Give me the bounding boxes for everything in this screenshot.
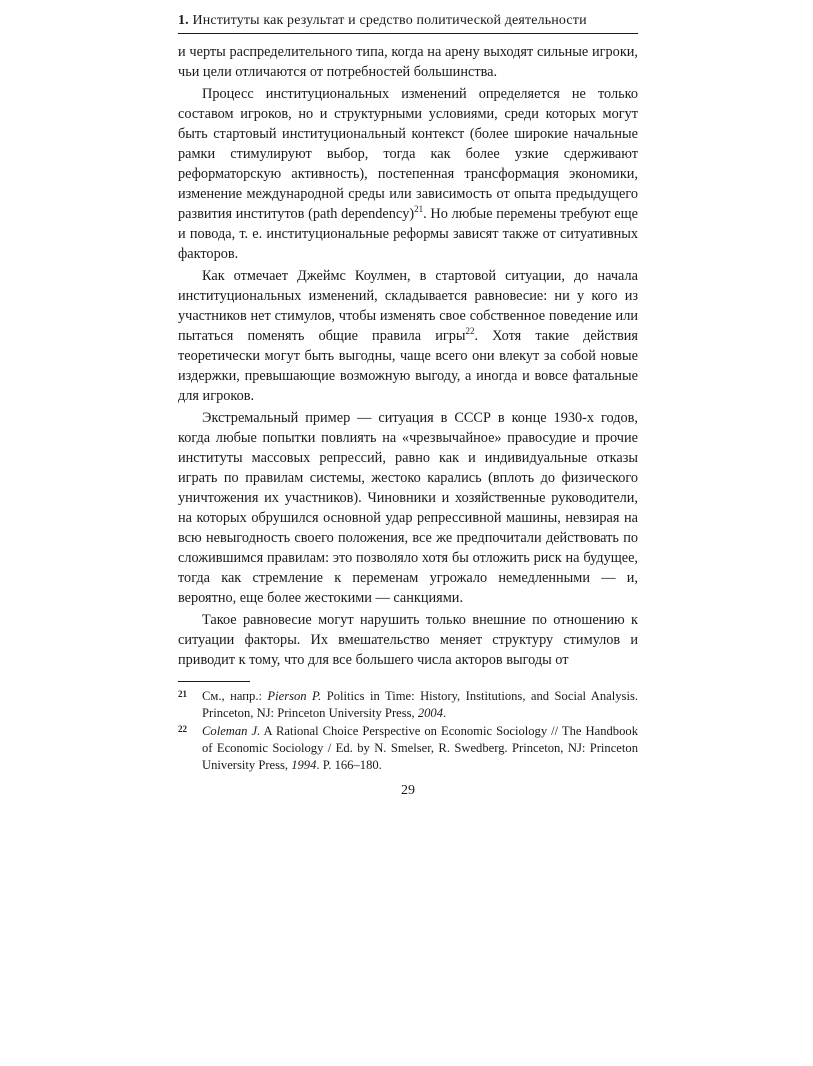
footnotes (178, 688, 638, 774)
chapter-number: 1. (178, 13, 189, 28)
footnote-ref-22[interactable]: 22 (465, 326, 475, 337)
paragraph-text: . Хотя такие действия теоретически могут быть выгодны, чаще всего они влекут за собой новые издержки, превышающие возможную выгоду, а иногда и вовсе фатальные для игроков. (178, 328, 639, 404)
footnote-number: 21 (178, 689, 187, 699)
footnote-ref-21[interactable]: 21 (414, 204, 424, 215)
paragraph-text: Экстремальный пример — ситуация в СССР в конце 1930-х годов, когда любые попытки повлиять на «чрезвычайное» правосудие и прочие институты массовых репрессий, равно как и индивидуальные отказы играть по правилам системы, жестоко карались (вплоть до физического уничтожения их участников). Чиновники и хозяйственные руководители, на которых обрушился основной удар репрессивной машины, невзирая на всю невыгодность своего положения, все же предпочитали действовать по сложившимся правилам: это позволяло хотя бы отложить риск на будущее, тогда как стремление к переменам угрожало немедленными — и, вероятно, еще более жестокими — санкциями. (178, 410, 638, 606)
paragraph-5 (178, 610, 638, 670)
footnote-author: Coleman J. (202, 724, 261, 738)
footnote-text: Politics in Time: History, Institutions, and Social Analysis. Princeton, NJ: Princeton University Press, (202, 689, 639, 720)
paragraph-2 (178, 84, 638, 264)
footnote-21 (178, 688, 638, 722)
paragraph-3 (178, 266, 638, 406)
paragraph-text: . Но любые перемены требуют еще и повода, т. е. институциональные реформы зависят также от ситуативных факторов. (178, 206, 638, 262)
book-page (178, 0, 638, 799)
paragraph-text: Такое равновесие могут нарушить только внешние по отношению к ситуации факторы. Их вмешательство меняет структуру стимулов и приводит к тому, что для все большего числа акторов выгоды от (178, 612, 638, 668)
paragraph-text: Как отмечает Джеймс Коулмен, в стартовой ситуации, до начала институциональных изменений, складывается равновесие: ни у кого из участников нет стимулов, чтобы изменять свое собственное поведение или пытаться поменять общие правила игры (178, 268, 638, 344)
page-number: 29 (401, 783, 415, 798)
footnote-year: 2004 (417, 706, 444, 720)
paragraph-text: и черты распределительного типа, когда на арену выходят сильные игроки, чьи цели отличаются от потребностей большинства. (178, 44, 638, 80)
footnote-prefix: См., напр.: (202, 689, 268, 703)
footnote-year: 1994 (291, 758, 317, 772)
footnote-author: Pierson P. (267, 689, 322, 703)
paragraph-text: Процесс институциональных изменений определяется не только составом игроков, но и структурными условиями, среди которых могут быть стартовый институциональный контекст (более широкие начальные рамки стимулируют выбор, тогда как более узкие сдерживают реформаторскую активность), постепенная трансформация экономики, изменение международной среды или зависимость от опыта предыдущего развития институтов (path dependency) (178, 86, 638, 222)
footnote-end: . P. 166–180. (316, 758, 382, 772)
paragraph-1 (178, 42, 638, 82)
footnote-22 (178, 723, 638, 774)
chapter-title: Институты как результат и средство политической деятельности (192, 13, 587, 28)
body-text (178, 42, 638, 670)
footnote-divider (178, 681, 250, 682)
footnote-end: . (443, 706, 447, 720)
paragraph-4 (178, 408, 638, 608)
running-header (178, 12, 638, 34)
footnote-number: 22 (178, 724, 187, 734)
footnote-text: A Rational Choice Perspective on Economic Sociology // The Handbook of Economic Sociology / Ed. by N. Smelser, R. Swedberg. Princeton, NJ: Princeton University Press, (202, 724, 638, 772)
